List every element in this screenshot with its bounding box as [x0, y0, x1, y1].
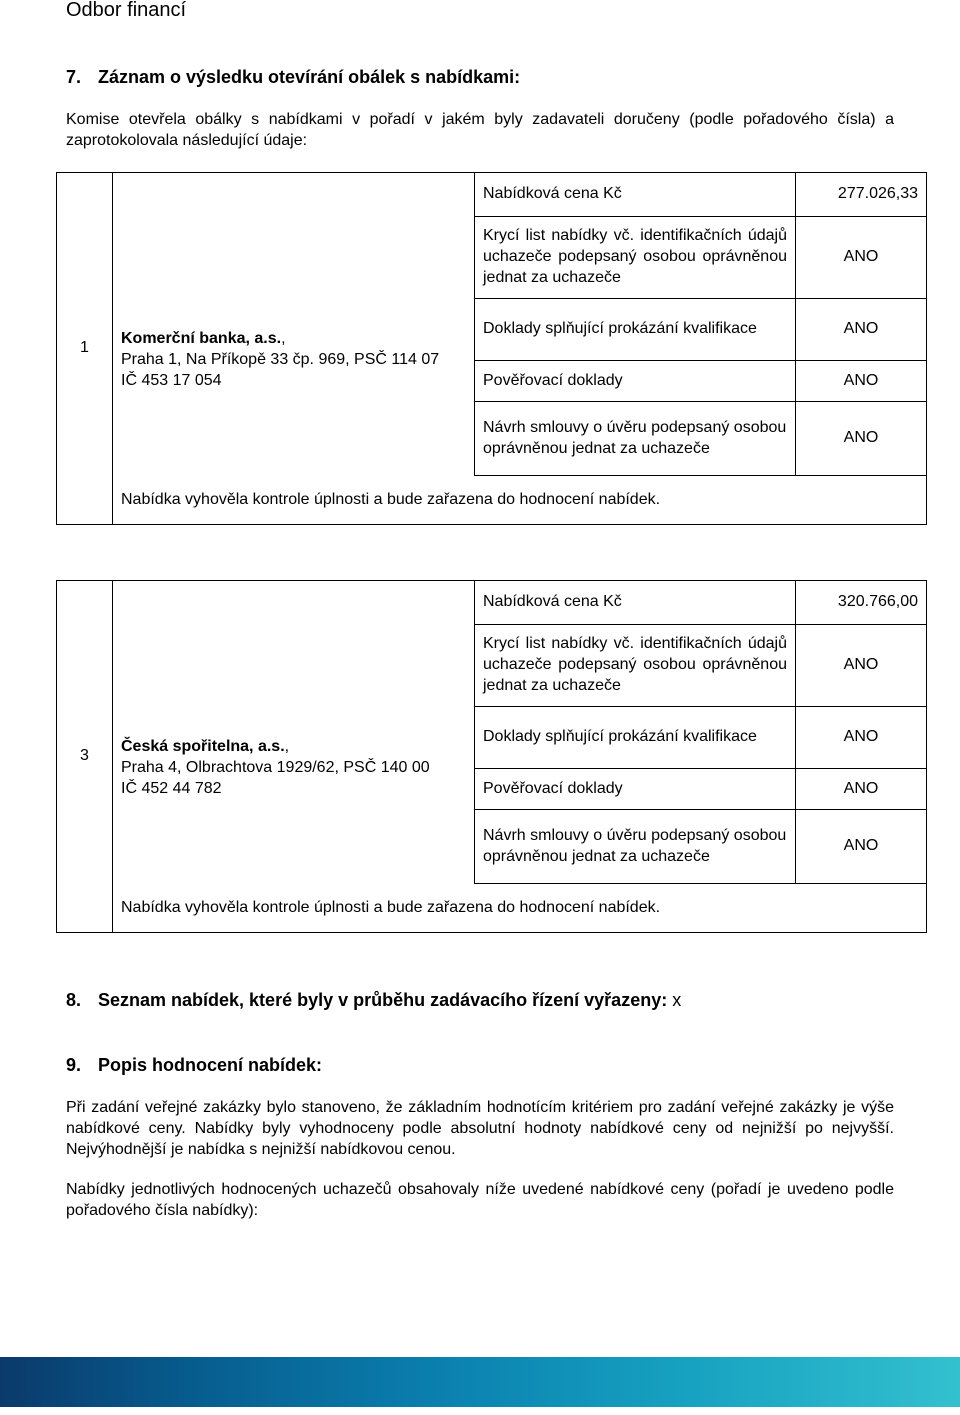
section-9-heading — [66, 1054, 322, 1077]
page-header-title: Odbor financí — [66, 0, 187, 21]
section-8-value: x — [672, 990, 682, 1010]
price-label: Nabídková cena Kč — [475, 581, 796, 625]
doc-value: ANO — [796, 217, 927, 299]
bid-table-3 — [56, 580, 927, 933]
section-9-title: Popis hodnocení nabídek: — [98, 1055, 323, 1075]
doc-value: ANO — [796, 402, 927, 476]
bidder-name-suffix: , — [281, 330, 286, 348]
doc-value: ANO — [796, 625, 927, 707]
bidder-name: Česká spořitelna, a.s. — [121, 738, 285, 756]
bidder-cell — [113, 581, 475, 884]
section-8-title: Seznam nabídek, které byly v průběhu zadávacího řízení vyřazeny: — [98, 990, 668, 1010]
section-8-number: 8. — [66, 990, 82, 1010]
section-7-heading — [66, 66, 520, 89]
section-7-title: Záznam o výsledku otevírání obálek s nabídkami: — [98, 67, 521, 87]
bid-number: 3 — [57, 581, 113, 933]
bidder-name-suffix: , — [284, 738, 290, 756]
doc-label: Doklady splňující prokázání kvalifikace — [475, 299, 796, 361]
doc-value: ANO — [796, 299, 927, 361]
section-9-number: 9. — [66, 1055, 82, 1075]
doc-value: ANO — [796, 707, 927, 769]
section-7-intro: Komise otevřela obálky s nabídkami v pořadí v jakém byly zadavateli doručeny (podle pořadového čísla) a zaprotokolovala následující údaje: — [66, 111, 894, 149]
doc-value: ANO — [796, 361, 927, 402]
section-9-paragraph-2: Nabídky jednotlivých hodnocených uchazečů obsahovaly níže uvedené nabídkové ceny (pořadí je uvedeno podle pořadového čísla nabídky): — [66, 1181, 894, 1219]
section-8-heading — [66, 989, 681, 1012]
bidder-ico: IČ 453 17 054 — [121, 371, 222, 389]
bidder-name: Komerční banka, a.s. — [121, 330, 282, 348]
doc-label: Návrh smlouvy o úvěru podepsaný osobou oprávněnou jednat za uchazeče — [475, 810, 796, 884]
bidder-address: Praha 4, Olbrachtova 1929/62, PSČ 140 00 — [121, 758, 430, 776]
doc-label: Návrh smlouvy o úvěru podepsaný osobou oprávněnou jednat za uchazeče — [475, 402, 796, 476]
doc-label: Pověřovací doklady — [475, 769, 796, 810]
doc-value: ANO — [796, 810, 927, 884]
bid-table-1 — [56, 172, 927, 525]
doc-label: Krycí list nabídky vč. identifikačních údajů uchazeče podepsaný osobou oprávněnou jednat za uchazeče — [475, 217, 796, 299]
bid-result: Nabídka vyhověla kontrole úplnosti a bude zařazena do hodnocení nabídek. — [113, 884, 927, 933]
bid-result: Nabídka vyhověla kontrole úplnosti a bude zařazena do hodnocení nabídek. — [113, 476, 927, 525]
doc-label: Pověřovací doklady — [475, 361, 796, 402]
price-value: 277.026,33 — [796, 173, 927, 217]
price-label: Nabídková cena Kč — [475, 173, 796, 217]
bidder-cell — [113, 173, 475, 476]
section-9-paragraph-1: Při zadání veřejné zakázky bylo stanoveno, že základním hodnotícím kritériem pro zadání veřejné zakázky je výše nabídkové ceny. Nabídky byly vyhodnoceny podle absolutní hodnoty nabídkové ceny od nejnižší po nejvyšší. Nejvýhodnější je nabídka s nejnižší nabídkovou cenou. — [66, 1099, 894, 1158]
doc-label: Krycí list nabídky vč. identifikačních údajů uchazeče podepsaný osobou oprávněnou jednat za uchazeče — [475, 625, 796, 707]
bid-number: 1 — [57, 173, 113, 525]
footer-gradient-bar — [0, 1357, 960, 1407]
price-value: 320.766,00 — [796, 581, 927, 625]
doc-value: ANO — [796, 769, 927, 810]
section-7-number: 7. — [66, 67, 82, 87]
bidder-address: Praha 1, Na Příkopě 33 čp. 969, PSČ 114 07 — [121, 350, 440, 368]
bidder-ico: IČ 452 44 782 — [121, 779, 222, 797]
doc-label: Doklady splňující prokázání kvalifikace — [475, 707, 796, 769]
